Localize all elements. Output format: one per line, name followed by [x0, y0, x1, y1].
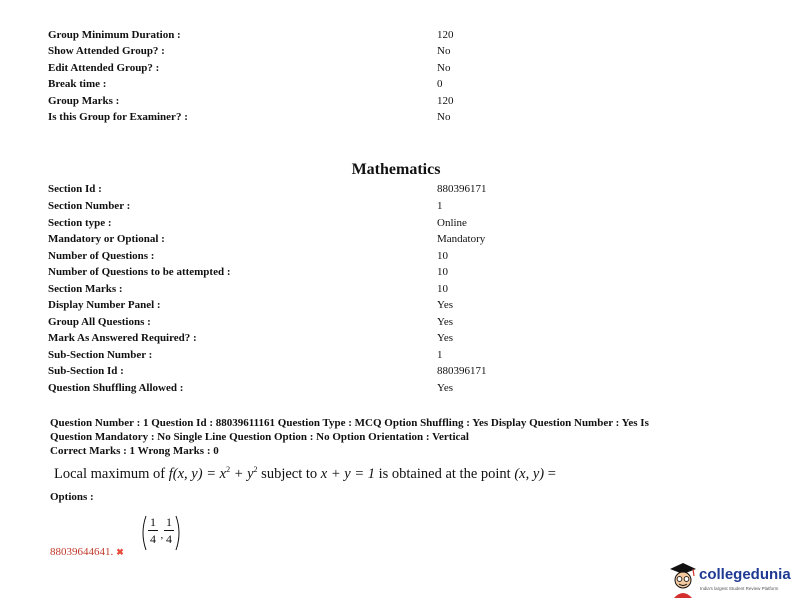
- field-value: 0: [437, 78, 443, 90]
- field-label: Section Id :: [48, 183, 102, 195]
- question-meta-line: Question Mandatory : No Single Line Question Option : No Option Orientation : Vertical: [50, 431, 469, 443]
- field-label: Group Minimum Duration :: [48, 29, 181, 41]
- group-min-duration-row: [0, 29, 792, 46]
- field-label: Is this Group for Examiner? :: [48, 111, 188, 123]
- questions-to-attempt-row: [0, 266, 792, 283]
- question-term-x: = x: [202, 465, 227, 482]
- group-all-questions-row: [0, 316, 792, 333]
- mark-as-answered-row: [0, 332, 792, 349]
- field-value: Yes: [437, 382, 454, 394]
- field-label: Mandatory or Optional :: [48, 233, 165, 245]
- field-label: Section Number :: [48, 200, 131, 212]
- field-value: Yes: [437, 332, 454, 344]
- denominator: 4: [150, 532, 156, 546]
- numerator: 1: [150, 515, 156, 529]
- number-of-questions-row: [0, 250, 792, 267]
- field-value: 120: [437, 95, 454, 107]
- question-text-part: subject to: [257, 465, 321, 482]
- wrong-mark-icon: ✖: [116, 547, 124, 557]
- field-label: Break time :: [48, 78, 107, 90]
- options-label: Options :: [50, 491, 94, 503]
- section-marks-row: [0, 283, 792, 300]
- option-1-answer[interactable]: [140, 515, 182, 551]
- svg-text:,: ,: [160, 529, 164, 541]
- field-value: 880396171: [437, 365, 487, 377]
- fraction: [164, 515, 174, 546]
- show-attended-group-row: [0, 45, 792, 62]
- field-value: 1: [437, 200, 443, 212]
- field-value: Yes: [437, 299, 454, 311]
- fraction: [148, 515, 158, 546]
- field-value: 10: [437, 266, 448, 278]
- parentheses-icon: [140, 515, 182, 551]
- sub-section-id-row: [0, 365, 792, 382]
- question-shuffling-row: [0, 382, 792, 399]
- field-value: No: [437, 45, 451, 57]
- field-value: No: [437, 111, 451, 123]
- denominator: 4: [166, 532, 172, 546]
- sub-section-number-row: [0, 349, 792, 366]
- question-meta-line: Question Number : 1 Question Id : 88039611161 Question Type : MCQ Option Shuffling : Yes Display Question Number : Yes Is: [50, 417, 649, 429]
- field-value: Mandatory: [437, 233, 486, 245]
- mascot-icon: [668, 560, 698, 600]
- field-label: Sub-Section Id :: [48, 365, 124, 377]
- field-value: Yes: [437, 316, 454, 328]
- exponent: 2: [226, 465, 231, 474]
- field-value: 1: [437, 349, 443, 361]
- field-label: Question Shuffling Allowed :: [48, 382, 184, 394]
- logo-brand: collegedunia: [699, 566, 791, 583]
- question-text-part: =: [544, 465, 556, 482]
- section-number-row: [0, 200, 792, 217]
- field-label: Mark As Answered Required? :: [48, 332, 197, 344]
- display-number-panel-row: [0, 299, 792, 316]
- field-label: Section type :: [48, 217, 112, 229]
- collegedunia-logo[interactable]: [668, 560, 792, 604]
- field-value: 120: [437, 29, 454, 41]
- field-label: Group Marks :: [48, 95, 120, 107]
- option-id-text: 88039644641.: [50, 546, 114, 558]
- field-label: Number of Questions :: [48, 250, 155, 262]
- field-label: Show Attended Group? :: [48, 45, 165, 57]
- group-marks-row: [0, 95, 792, 112]
- field-label: Group All Questions :: [48, 316, 151, 328]
- field-value: 10: [437, 250, 448, 262]
- group-for-examiner-row: [0, 111, 792, 128]
- field-value: No: [437, 62, 451, 74]
- question-text-part: Local maximum of: [54, 465, 169, 482]
- question-point: (x, y): [514, 465, 545, 482]
- mandatory-optional-row: [0, 233, 792, 250]
- section-id-row: [0, 183, 792, 200]
- field-label: Edit Attended Group? :: [48, 62, 160, 74]
- logo-tagline: India's largest Student Review Platform: [700, 586, 779, 591]
- section-type-row: [0, 217, 792, 234]
- field-label: Section Marks :: [48, 283, 123, 295]
- break-time-row: [0, 78, 792, 95]
- question-marks: Correct Marks : 1 Wrong Marks : 0: [50, 445, 219, 457]
- question-function: f(x, y): [168, 465, 203, 482]
- field-value: 880396171: [437, 183, 487, 195]
- field-label: Number of Questions to be attempted :: [48, 266, 231, 278]
- question-text-part: is obtained at the point: [374, 465, 515, 482]
- field-label: Sub-Section Number :: [48, 349, 153, 361]
- fraction-bar: [164, 530, 174, 531]
- field-value: Online: [437, 217, 467, 229]
- fraction-bar: [148, 530, 158, 531]
- option-1-id: [50, 546, 124, 558]
- field-label: Display Number Panel :: [48, 299, 161, 311]
- section-title: Mathematics: [351, 161, 441, 178]
- question-meta: [50, 416, 740, 458]
- field-value: 10: [437, 283, 448, 295]
- exponent: 2: [253, 465, 258, 474]
- question-constraint: x + y = 1: [320, 465, 375, 482]
- numerator: 1: [166, 515, 172, 529]
- edit-attended-group-row: [0, 62, 792, 79]
- question-text: [54, 465, 556, 483]
- question-term-y: + y: [230, 465, 254, 482]
